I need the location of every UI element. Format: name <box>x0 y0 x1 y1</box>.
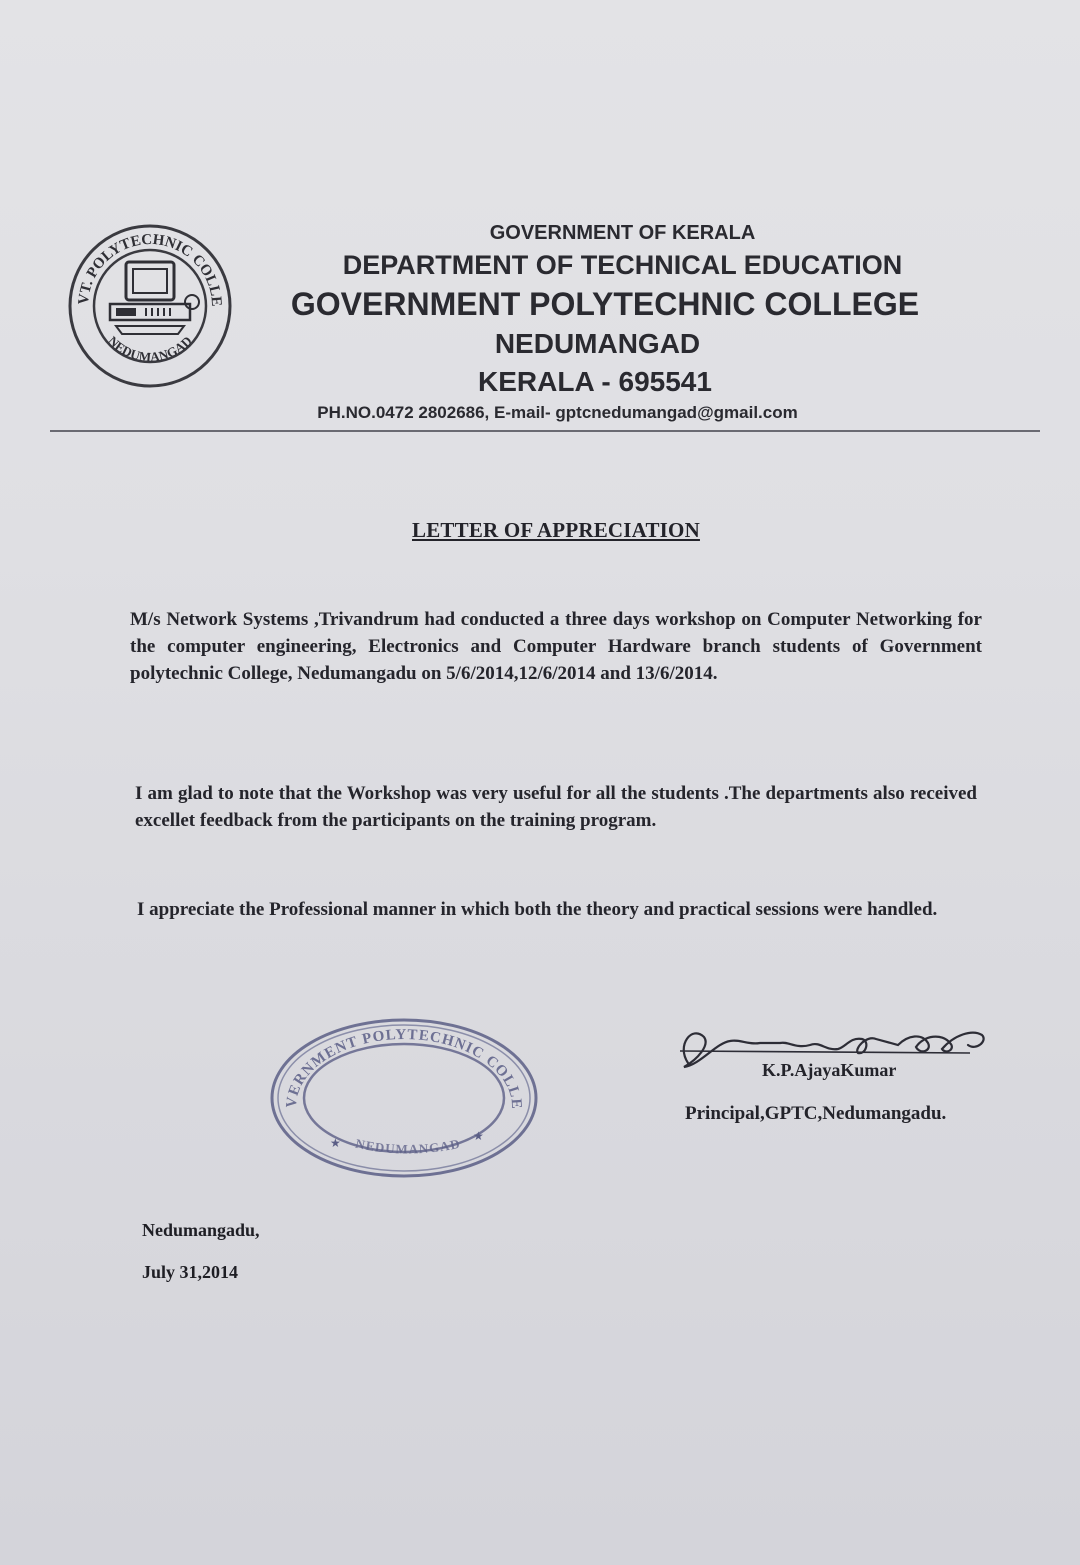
body-paragraph-1: M/s Network Systems ,Trivandrum had conducted a three days workshop on Computer Networking for the computer engineering, Electronics and Computer Hardware branch students of Government polytechnic College, Nedumangadu on 5/6/2014,12/6/2014 and 13/6/2014. <box>130 609 982 684</box>
seal-ring-top: VERNMENT POLYTECHNIC COLLE <box>283 1026 525 1111</box>
college-seal-stamp <box>268 1012 540 1187</box>
body-paragraph-2: I am glad to note that the Workshop was very useful for all the students .The departments also received excellet feedback from the participants on the training program. <box>135 783 977 831</box>
seal-graphic <box>268 1012 540 1182</box>
seal-ring-bottom: NEDUMANGAD <box>354 1135 462 1157</box>
emblem-ring-bottom: NEDUMANGAD <box>105 333 195 365</box>
header-contact: PH.NO.0472 2802686, E-mail- gptcnedumangad@gmail.com <box>317 403 798 422</box>
body-paragraph-3: I appreciate the Professional manner in which both the theory and practical sessions were handled. <box>137 899 938 920</box>
svg-text:★: ★ <box>330 1136 341 1150</box>
letter-place: Nedumangadu, <box>142 1220 260 1240</box>
header-college: GOVERNMENT POLYTECHNIC COLLEGE <box>290 286 920 322</box>
letter-title: LETTER OF APPRECIATION <box>412 518 700 542</box>
header-department: DEPARTMENT OF TECHNICAL EDUCATION <box>342 250 903 280</box>
header-place: NEDUMANGAD <box>494 328 701 359</box>
header-divider <box>50 430 1040 432</box>
svg-text:★: ★ <box>473 1129 484 1143</box>
header-government: GOVERNMENT OF KERALA <box>489 222 756 244</box>
header-state: KERALA - 695541 <box>478 366 712 397</box>
signatory-name: K.P.AjayaKumar <box>762 1060 897 1080</box>
emblem-ring-top: VT. POLYTECHNIC COLLE <box>75 231 225 307</box>
letter-date: July 31,2014 <box>142 1262 239 1282</box>
signatory-title: Principal,GPTC,Nedumangadu. <box>685 1103 947 1124</box>
